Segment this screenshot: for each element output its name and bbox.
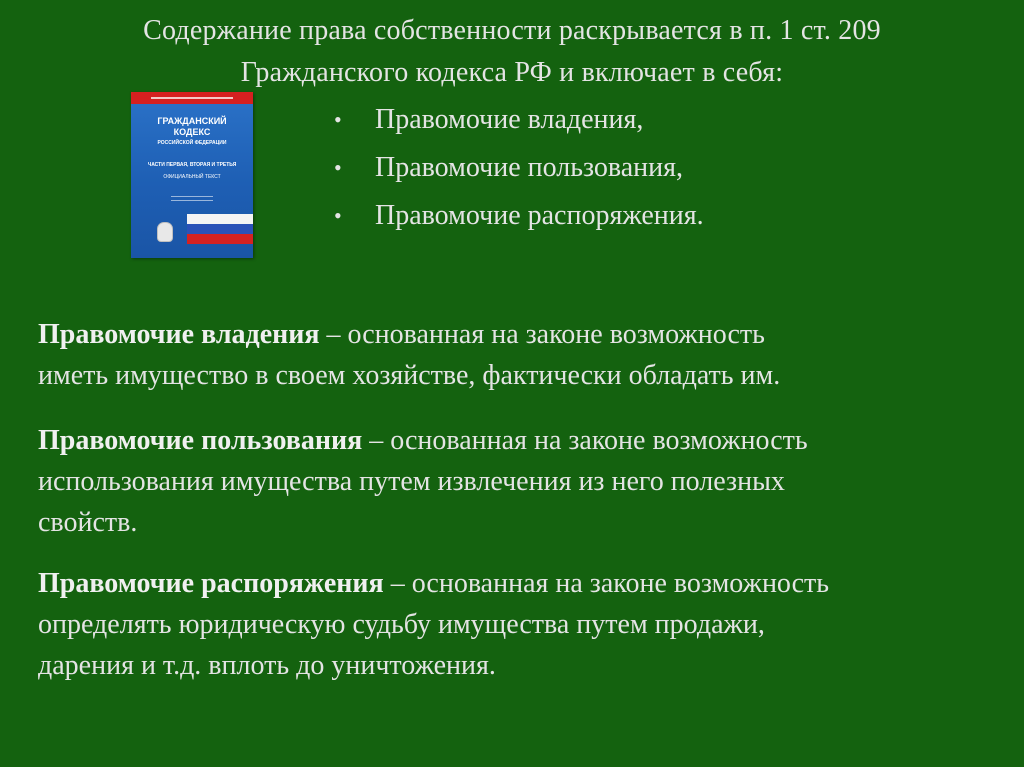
slide-title	[40, 10, 984, 94]
title-line-2: Гражданского кодекса РФ и включает в себя:	[240, 57, 784, 88]
book-parts: ЧАСТИ ПЕРВАЯ, ВТОРАЯ И ТРЕТЬЯ ОФИЦИАЛЬНЫЙ ТЕКСТ	[147, 162, 237, 180]
bullet-icon: •	[334, 107, 342, 132]
definition-use	[38, 420, 1018, 543]
book-title: ГРАЖДАНСКИЙ КОДЕКС	[157, 116, 227, 137]
definition-text: – основанная на законе возможность	[362, 425, 808, 456]
definition-possession	[38, 314, 1018, 396]
book-subtitle: РОССИЙСКОЙ ФЕДЕРАЦИИ	[157, 140, 227, 146]
book-fine-print	[171, 196, 213, 206]
definition-term: Правомочие владения	[38, 319, 320, 350]
definition-text: определять юридическую судьбу имущества путем продажи,	[38, 609, 765, 640]
bullet-item	[334, 96, 934, 144]
bullet-text: Правомочие владения,	[375, 104, 644, 135]
definition-term: Правомочие распоряжения	[38, 568, 384, 599]
bullet-text: Правомочие распоряжения.	[375, 200, 704, 231]
definition-disposal	[38, 563, 1018, 686]
title-line-1: Содержание права собственности раскрывается в п. 1 ст. 209	[143, 15, 881, 46]
civil-code-book-image	[131, 92, 253, 258]
bullet-text: Правомочие пользования,	[375, 152, 684, 183]
definition-text: – основанная на законе возможность	[319, 319, 765, 350]
bullet-icon: •	[334, 155, 342, 180]
bullet-list	[334, 96, 934, 240]
definition-text: свойств.	[38, 507, 138, 538]
book-top-band	[131, 92, 253, 104]
definition-term: Правомочие пользования	[38, 425, 363, 456]
coat-of-arms-icon	[157, 222, 173, 242]
definition-text: дарения и т.д. вплоть до уничтожения.	[38, 650, 496, 681]
definition-text: иметь имущество в своем хозяйстве, фактически обладать им.	[38, 360, 781, 391]
definition-text: использования имущества путем извлечения из него полезных	[38, 466, 785, 497]
bullet-item	[334, 144, 934, 192]
bullet-icon: •	[334, 203, 342, 228]
definition-text: – основанная на законе возможность	[383, 568, 830, 599]
bullet-item	[334, 192, 934, 240]
flag-icon	[187, 214, 253, 224]
